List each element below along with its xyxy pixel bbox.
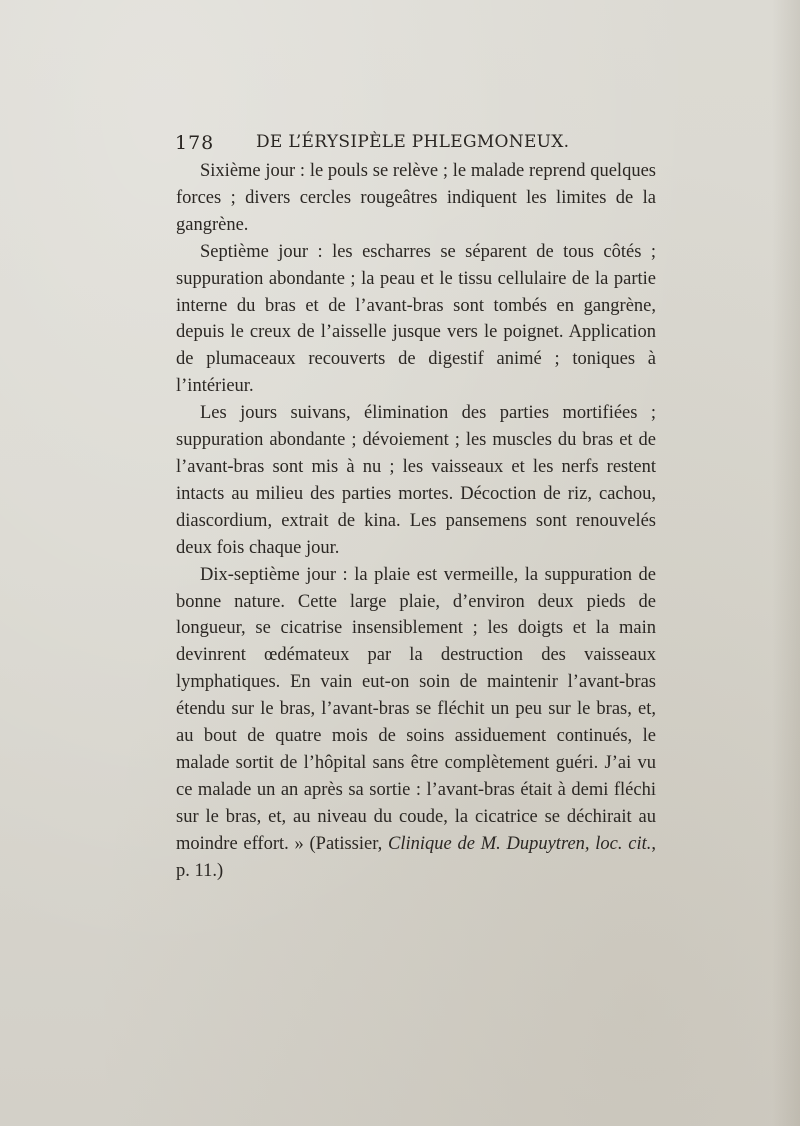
citation-title: Clinique de M. Dupuytren, loc. cit. — [388, 833, 652, 854]
paragraph-seventeenth-day-text: Dix-septième jour : la plaie est vermeille, la suppuration de bonne nature. Cette large plaie, d’environ deux pieds de longueur, se cicatrise insensiblement ; les doigts et la main devinrent œdémateux par la destruction des vaisseaux lymphatiques. En vain eut-on soin de maintenir l’avant-bras étendu sur le bras, l’avant-bras se fléchit un peu sur le bras, et, au bout de quatre mois de soins assiduement continués, le malade sortit de l’hôpital sans être complètement guéri. J’ai vu ce malade un an après sa sortie : l’avant-bras était à demi fléchi sur le bras, et, au niveau du coude, la cicatrice se déchirait au moindre effort. » (Patissier, — [176, 564, 656, 854]
paragraph-sixth-day: Sixième jour : le pouls se relève ; le malade reprend quelques forces ; divers cercles rougeâtres indiquent les limites de la gangrène. — [176, 161, 656, 235]
page-header — [175, 128, 575, 158]
paragraph-following-days: Les jours suivans, élimination des parties mortifiées ; suppuration abondante ; dévoiement ; les muscles du bras et de l’avant-bras sont mis à nu ; les vaisseaux et les nerfs restent intacts au milieu des parties mortes. Décoction de riz, cachou, diascordium, extrait de kina. Les pansemens sont renouvelés deux fois chaque jour. — [176, 403, 656, 558]
page-number: 178 — [175, 132, 215, 154]
body-text — [176, 158, 656, 884]
paragraph-seventh-day: Septième jour : les escharres se séparent de tous côtés ; suppuration abondante ; la peau et le tissu cellulaire de la partie interne du bras et de l’avant-bras sont tombés en gangrène, depuis le creux de l’aisselle jusque vers le poignet. Application de plumaceaux recouverts de digestif animé ; toniques à l’intérieur. — [176, 241, 656, 397]
page-edge-shadow — [772, 0, 800, 1126]
paragraph-seventeenth-day — [176, 562, 656, 885]
running-title: DE L’ÉRYSIPÈLE PHLEGMONEUX. — [256, 132, 570, 152]
citation-page: , p. 11.) — [176, 833, 657, 881]
